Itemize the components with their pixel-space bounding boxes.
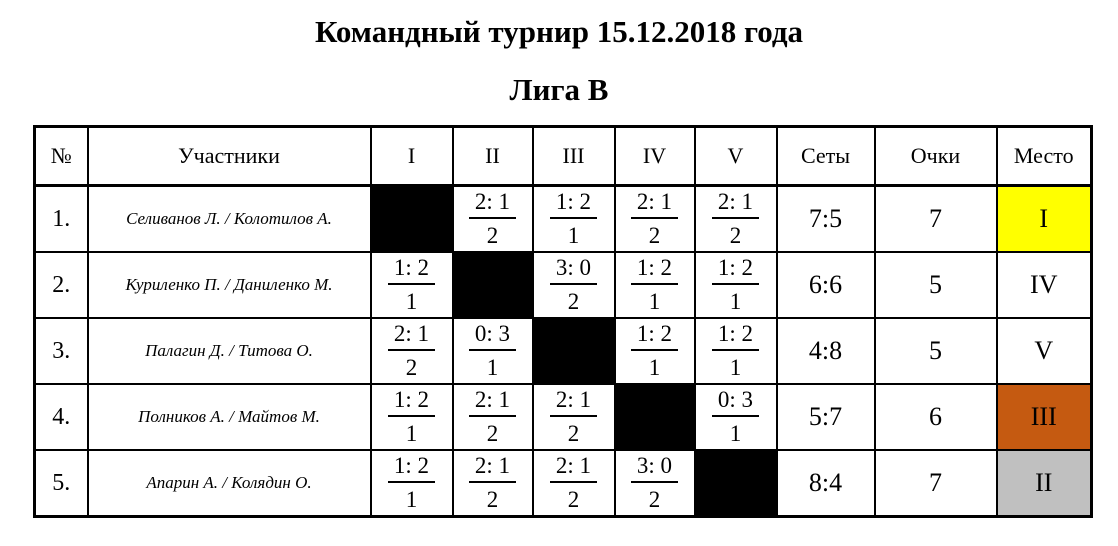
table-row: [35, 384, 1092, 450]
self-match-cell: [695, 450, 777, 517]
match-points: 2: [648, 223, 661, 248]
match-points: 2: [567, 421, 580, 446]
match-points: 2: [405, 355, 418, 380]
set-score: 2: 1: [712, 190, 759, 219]
header-col-4: IV: [615, 127, 695, 186]
sets-total: 6:6: [777, 252, 875, 318]
score-fraction: [712, 190, 759, 248]
header-col-3: III: [533, 127, 615, 186]
score-fraction: [388, 322, 435, 380]
match-result: [533, 384, 615, 450]
match-points: 1: [729, 355, 742, 380]
header-place: Место: [997, 127, 1092, 186]
score-fraction: [712, 256, 759, 314]
match-result: [533, 252, 615, 318]
self-match-cell: [453, 252, 533, 318]
header-points: Очки: [875, 127, 997, 186]
set-score: 0: 3: [712, 388, 759, 417]
table-row: [35, 318, 1092, 384]
score-fraction: [550, 256, 597, 314]
match-result: [695, 384, 777, 450]
header-row: [35, 127, 1092, 186]
score-fraction: [712, 388, 759, 446]
match-result: [695, 318, 777, 384]
match-points: 2: [567, 289, 580, 314]
league-subtitle: Лига В: [509, 72, 609, 107]
participant-names: Апарин А. / Колядин О.: [88, 450, 371, 517]
match-result: [371, 252, 453, 318]
header-col-5: V: [695, 127, 777, 186]
score-fraction: [712, 322, 759, 380]
place-badge: II: [997, 450, 1092, 517]
set-score: 2: 1: [469, 190, 516, 219]
match-points: 2: [567, 487, 580, 512]
match-result: [453, 318, 533, 384]
set-score: 1: 2: [712, 256, 759, 285]
match-result: [453, 186, 533, 253]
points-total: 5: [875, 252, 997, 318]
place-badge: IV: [997, 252, 1092, 318]
points-total: 7: [875, 186, 997, 253]
match-points: 1: [729, 289, 742, 314]
score-fraction: [550, 388, 597, 446]
set-score: 2: 1: [469, 388, 516, 417]
match-result: [695, 252, 777, 318]
set-score: 1: 2: [388, 256, 435, 285]
header-sets: Сеты: [777, 127, 875, 186]
match-result: [371, 384, 453, 450]
table-row: [35, 252, 1092, 318]
match-points: 1: [486, 355, 499, 380]
set-score: 1: 2: [550, 190, 597, 219]
sets-total: 5:7: [777, 384, 875, 450]
score-fraction: [550, 454, 597, 512]
set-score: 1: 2: [631, 256, 678, 285]
set-score: 2: 1: [388, 322, 435, 351]
set-score: 1: 2: [388, 388, 435, 417]
match-points: 1: [405, 487, 418, 512]
set-score: 0: 3: [469, 322, 516, 351]
self-match-cell: [615, 384, 695, 450]
match-result: [615, 252, 695, 318]
score-fraction: [631, 322, 678, 380]
set-score: 2: 1: [469, 454, 516, 483]
participant-names: Селиванов Л. / Колотилов А.: [88, 186, 371, 253]
match-points: 1: [648, 289, 661, 314]
score-fraction: [631, 190, 678, 248]
score-fraction: [550, 190, 597, 248]
match-result: [615, 450, 695, 517]
set-score: 3: 0: [631, 454, 678, 483]
match-points: 1: [648, 355, 661, 380]
row-number: 3.: [35, 318, 88, 384]
points-total: 7: [875, 450, 997, 517]
self-match-cell: [371, 186, 453, 253]
sets-total: 4:8: [777, 318, 875, 384]
score-fraction: [388, 256, 435, 314]
set-score: 3: 0: [550, 256, 597, 285]
score-fraction: [388, 388, 435, 446]
place-badge: III: [997, 384, 1092, 450]
self-match-cell: [533, 318, 615, 384]
match-result: [533, 186, 615, 253]
score-fraction: [469, 388, 516, 446]
sets-total: 8:4: [777, 450, 875, 517]
header-col-1: I: [371, 127, 453, 186]
place-badge: V: [997, 318, 1092, 384]
match-result: [615, 186, 695, 253]
score-fraction: [469, 190, 516, 248]
table-row: [35, 186, 1092, 253]
set-score: 1: 2: [388, 454, 435, 483]
match-result: [371, 450, 453, 517]
score-fraction: [631, 256, 678, 314]
points-total: 6: [875, 384, 997, 450]
score-fraction: [469, 454, 516, 512]
match-points: 1: [567, 223, 580, 248]
score-fraction: [388, 454, 435, 512]
points-total: 5: [875, 318, 997, 384]
score-fraction: [631, 454, 678, 512]
participant-names: Куриленко П. / Даниленко М.: [88, 252, 371, 318]
row-number: 2.: [35, 252, 88, 318]
header-col-2: II: [453, 127, 533, 186]
match-points: 2: [486, 223, 499, 248]
tournament-table: [33, 125, 1093, 518]
row-number: 5.: [35, 450, 88, 517]
set-score: 2: 1: [550, 388, 597, 417]
match-result: [533, 450, 615, 517]
match-result: [453, 384, 533, 450]
match-points: 2: [486, 421, 499, 446]
match-points: 1: [405, 421, 418, 446]
set-score: 2: 1: [631, 190, 678, 219]
set-score: 1: 2: [712, 322, 759, 351]
match-result: [371, 318, 453, 384]
match-result: [615, 318, 695, 384]
match-result: [453, 450, 533, 517]
match-points: 2: [729, 223, 742, 248]
page-title: Командный турнир 15.12.2018 года: [314, 14, 804, 49]
participant-names: Палагин Д. / Титова О.: [88, 318, 371, 384]
header-participants: Участники: [88, 127, 371, 186]
table-row: [35, 450, 1092, 517]
row-number: 4.: [35, 384, 88, 450]
sets-total: 7:5: [777, 186, 875, 253]
score-fraction: [469, 322, 516, 380]
match-points: 2: [486, 487, 499, 512]
row-number: 1.: [35, 186, 88, 253]
match-points: 1: [405, 289, 418, 314]
match-result: [695, 186, 777, 253]
match-points: 1: [729, 421, 742, 446]
header-number: №: [35, 127, 88, 186]
set-score: 2: 1: [550, 454, 597, 483]
set-score: 1: 2: [631, 322, 678, 351]
participant-names: Полников А. / Майтов М.: [88, 384, 371, 450]
place-badge: I: [997, 186, 1092, 253]
match-points: 2: [648, 487, 661, 512]
